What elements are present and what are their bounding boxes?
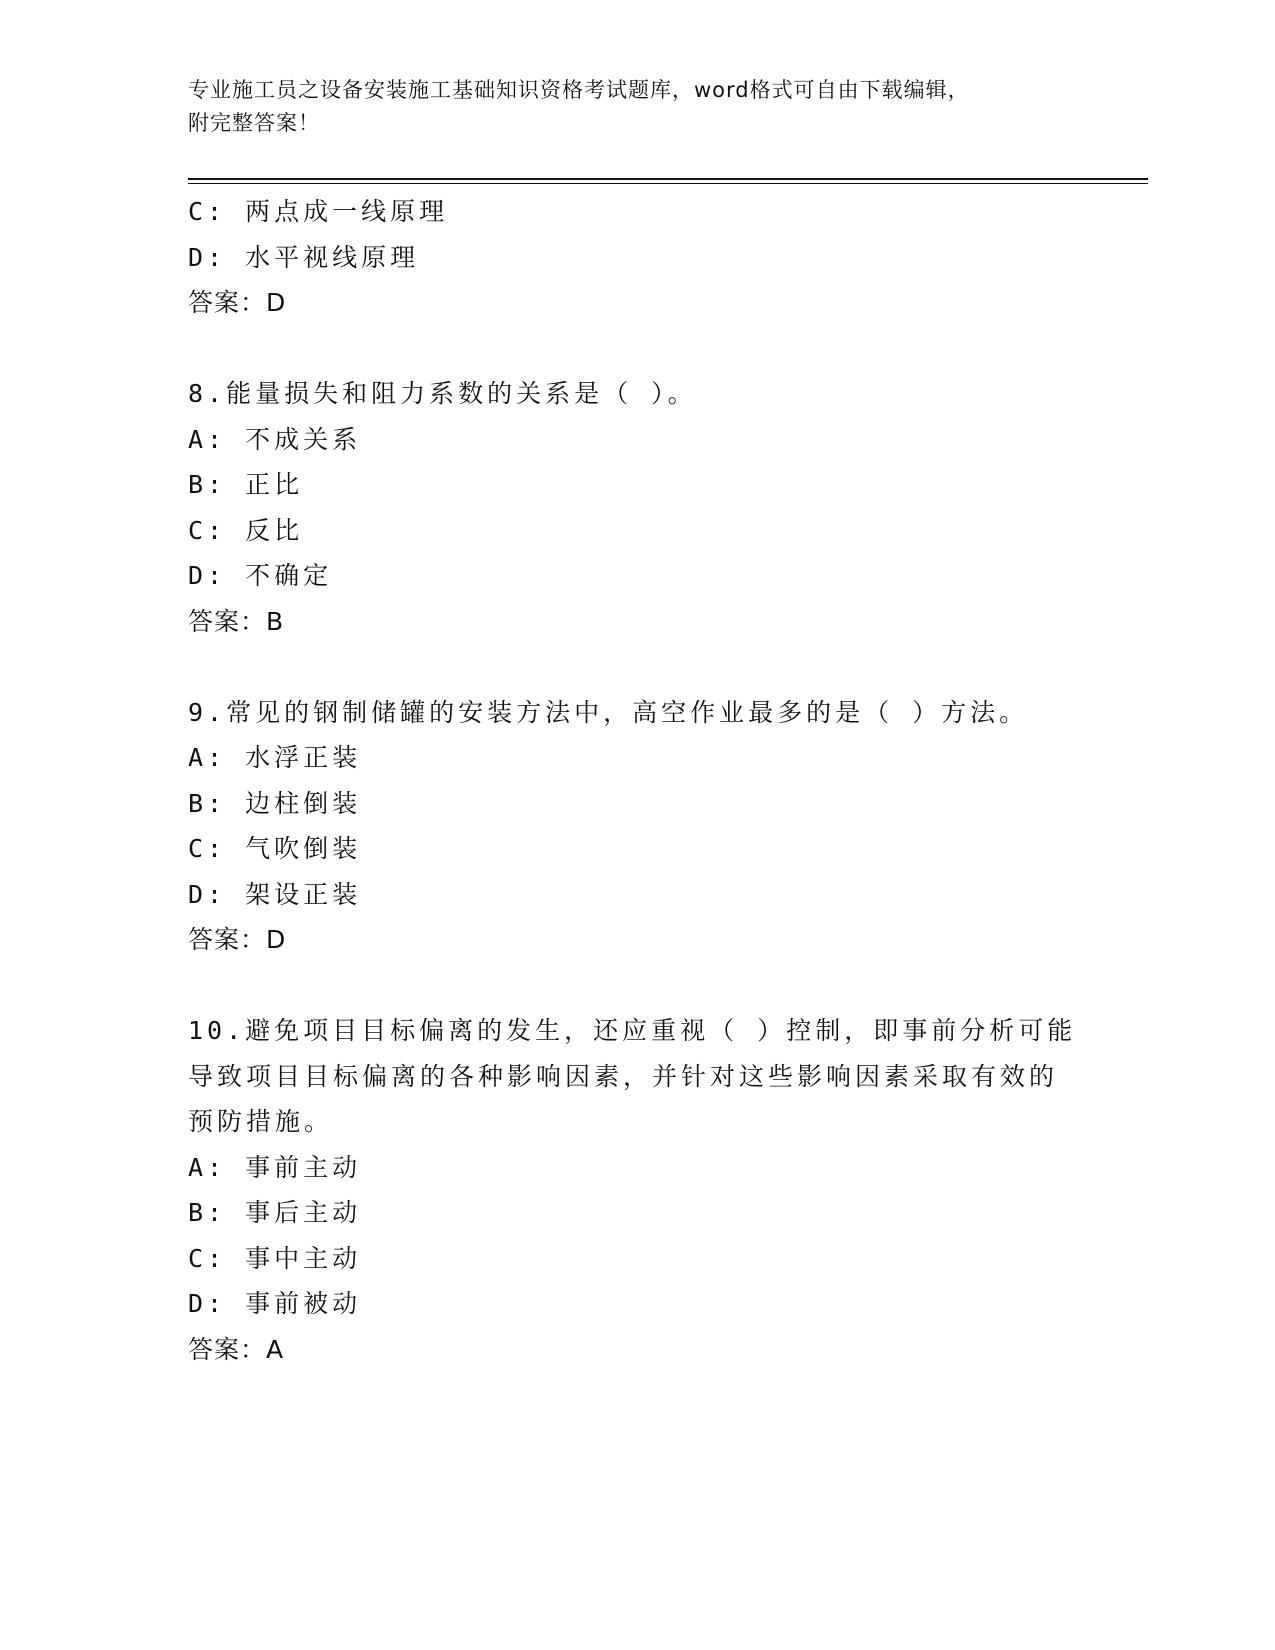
option-d: D: 水平视线原理 <box>188 242 420 272</box>
option-a: A: 不成关系 <box>188 424 362 454</box>
option-c: C: 事中主动 <box>188 1243 362 1273</box>
question-10-block <box>188 1008 1077 1372</box>
answer-line: 答案：B <box>188 606 285 636</box>
answer-line: 答案：D <box>188 288 287 317</box>
option-c: C: 气吹倒装 <box>188 834 362 863</box>
question-text-line-2: 导致项目目标偏离的各种影响因素，并针对这些影响因素采取有效的 <box>188 1061 1059 1091</box>
header-divider-thin <box>188 183 1148 184</box>
spacer <box>188 326 1068 372</box>
question-text: 9.常见的钢制储罐的安装方法中，高空作业最多的是（ ）方法。 <box>188 697 1029 727</box>
question-9-block <box>188 690 1068 963</box>
question-text: 8.能量损失和阻力系数的关系是（ ）。 <box>188 379 697 408</box>
option-c: C: 反比 <box>188 515 304 545</box>
option-b: B: 边柱倒装 <box>188 788 362 818</box>
spacer <box>188 644 1068 690</box>
option-c: C: 两点成一线原理 <box>188 197 449 226</box>
question-content <box>188 189 1077 1372</box>
answer-line: 答案：A <box>188 1334 285 1364</box>
option-b: B: 正比 <box>188 470 304 499</box>
option-b: B: 事后主动 <box>188 1198 362 1227</box>
question-text-line-1: 10.避免项目目标偏离的发生，还应重视（ ）控制，即事前分析可能 <box>188 1016 1077 1045</box>
question-8-block <box>188 371 1068 644</box>
document-header <box>188 74 1088 140</box>
answer-line: 答案：D <box>188 925 287 954</box>
previous-question-block <box>188 189 1068 326</box>
header-divider-thick <box>188 178 1148 180</box>
option-a: A: 事前主动 <box>188 1152 362 1182</box>
spacer <box>188 963 1068 1009</box>
option-a: A: 水浮正装 <box>188 743 362 772</box>
option-d: D: 架设正装 <box>188 879 362 909</box>
option-d: D: 事前被动 <box>188 1289 362 1318</box>
header-line-1: 专业施工员之设备安装施工基础知识资格考试题库，word格式可自由下载编辑， <box>188 78 970 102</box>
question-text-line-3: 预防措施。 <box>188 1107 334 1136</box>
option-d: D: 不确定 <box>188 561 333 590</box>
header-line-2: 附完整答案！ <box>188 111 320 135</box>
